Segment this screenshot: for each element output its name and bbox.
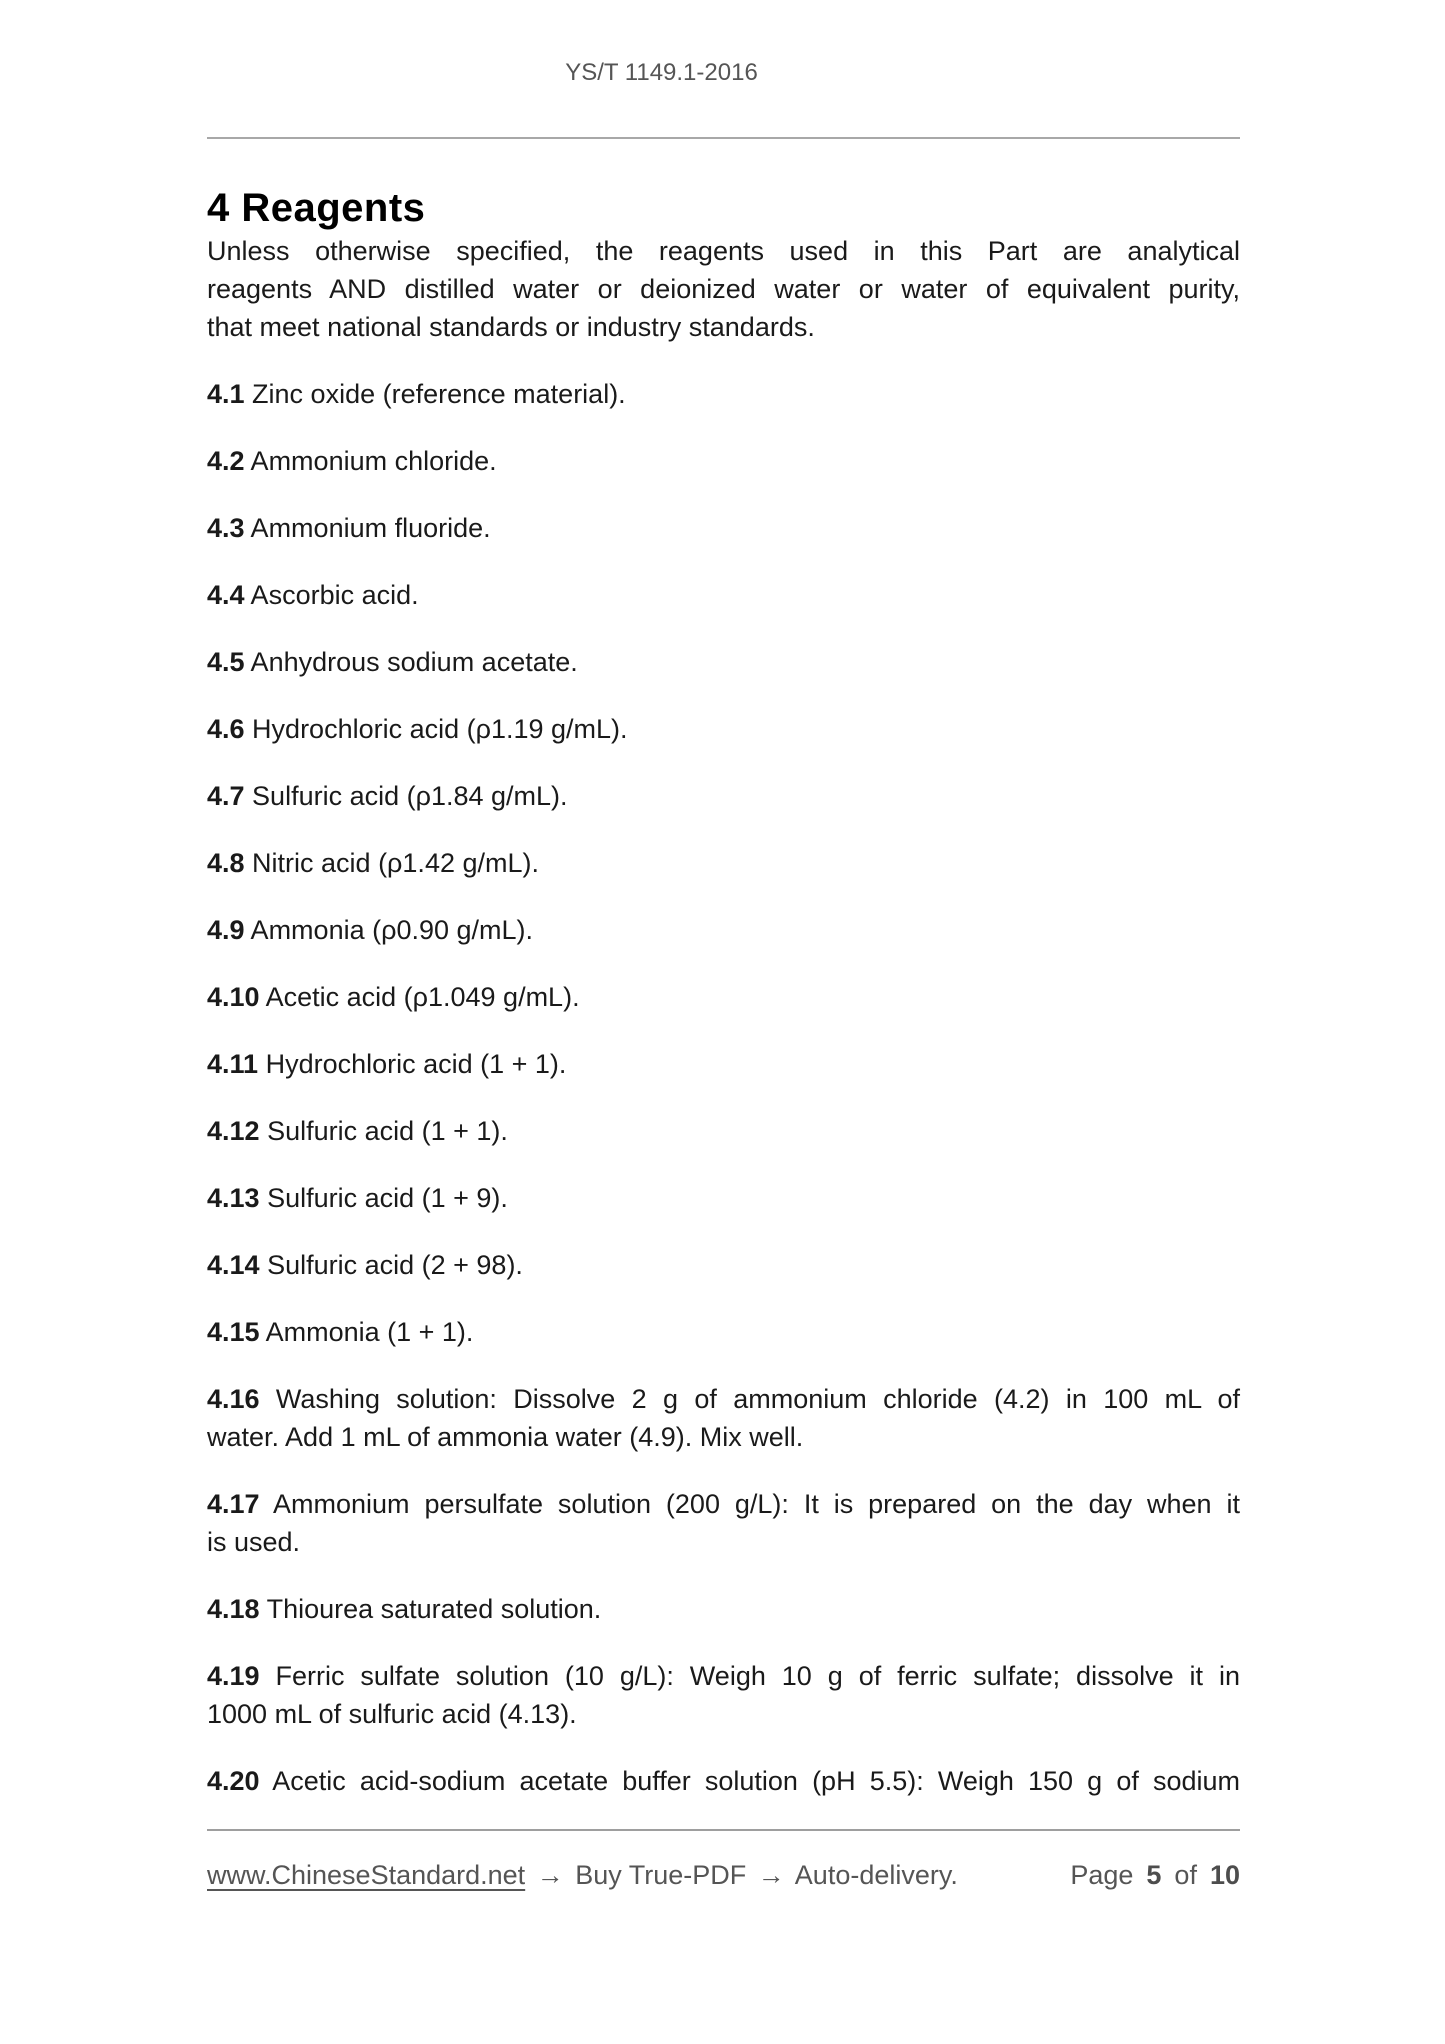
page-number-total: 10: [1209, 1860, 1240, 1890]
reagent-item: [207, 710, 1240, 748]
text-line: 4.7 Sulfuric acid (ρ1.84 g/mL).: [207, 781, 568, 811]
text-line: 4.14 Sulfuric acid (2 + 98).: [207, 1250, 523, 1280]
footer-divider: [207, 1829, 1240, 1831]
text-line: 4.10 Acetic acid (ρ1.049 g/mL).: [207, 982, 580, 1012]
text-line: 4.4 Ascorbic acid.: [207, 580, 419, 610]
reagent-item: [207, 1380, 1240, 1456]
item-number: 4.17: [207, 1489, 260, 1519]
reagent-item: [207, 643, 1240, 681]
text-line: 4.8 Nitric acid (ρ1.42 g/mL).: [207, 848, 539, 878]
text-line: 4.1 Zinc oxide (reference material).: [207, 379, 626, 409]
text-line: 4.5 Anhydrous sodium acetate.: [207, 647, 578, 677]
page-number-current: 5: [1146, 1860, 1162, 1890]
reagent-item: [207, 1313, 1240, 1351]
reagent-item: [207, 1762, 1240, 1800]
reagent-item: [207, 1179, 1240, 1217]
text-line: 4.20 Acetic acid-sodium acetate buffer solution (pH 5.5): Weigh 150 g of sodium: [207, 1766, 1240, 1796]
text-line: 4.13 Sulfuric acid (1 + 9).: [207, 1183, 508, 1213]
text-line: 1000 mL of sulfuric acid (4.13).: [207, 1699, 577, 1729]
text-line: 4.16 Washing solution: Dissolve 2 g of ammonium chloride (4.2) in 100 mL of: [207, 1384, 1240, 1414]
doc-number: YS/T 1149.1-2016: [565, 59, 758, 86]
text-line: water. Add 1 mL of ammonia water (4.9). Mix well.: [207, 1422, 804, 1452]
footer-buy-text: Buy True-PDF: [575, 1860, 747, 1890]
text-line: 4.11 Hydrochloric acid (1 + 1).: [207, 1049, 567, 1079]
item-number: 4.11: [207, 1049, 259, 1079]
item-number: 4.16: [207, 1384, 260, 1414]
text-line: 4.2 Ammonium chloride.: [207, 446, 497, 476]
item-number: 4.3: [207, 513, 245, 543]
item-number: 4.15: [207, 1317, 260, 1347]
item-number: 4.6: [207, 714, 245, 744]
header-divider: [207, 137, 1240, 139]
text-line: 4.6 Hydrochloric acid (ρ1.19 g/mL).: [207, 714, 628, 744]
reagent-item: [207, 509, 1240, 547]
item-number: 4.12: [207, 1116, 260, 1146]
item-number: 4.18: [207, 1594, 260, 1624]
reagent-item: [207, 844, 1240, 882]
item-number: 4.2: [207, 446, 245, 476]
arrow-right-icon: →: [536, 1860, 564, 1890]
text-line: 4.17 Ammonium persulfate solution (200 g/L): It is prepared on the day when it: [207, 1489, 1240, 1519]
text-line: reagents AND distilled water or deionized water or water of equivalent purity,: [207, 274, 1240, 304]
text-line: 4.18 Thiourea saturated solution.: [207, 1594, 602, 1624]
reagent-item: [207, 911, 1240, 949]
reagent-item: [207, 375, 1240, 413]
text-line: 4.19 Ferric sulfate solution (10 g/L): Weigh 10 g of ferric sulfate; dissolve it in: [207, 1661, 1240, 1691]
text-line: 4.15 Ammonia (1 + 1).: [207, 1317, 474, 1347]
footer-left: [207, 1858, 958, 1892]
website-link[interactable]: www.ChineseStandard.net: [207, 1860, 526, 1890]
reagent-list: [207, 375, 1240, 1800]
page-word: Page: [1070, 1860, 1134, 1890]
reagent-item: [207, 1590, 1240, 1628]
document-header: [145, 58, 1178, 88]
item-number: 4.19: [207, 1661, 260, 1691]
reagent-item: [207, 1112, 1240, 1150]
section-title: 4 Reagents: [207, 186, 426, 230]
reagent-item: [207, 442, 1240, 480]
text-line: 4.3 Ammonium fluoride.: [207, 513, 491, 543]
item-number: 4.7: [207, 781, 245, 811]
text-line: 4.12 Sulfuric acid (1 + 1).: [207, 1116, 508, 1146]
item-number: 4.13: [207, 1183, 260, 1213]
intro-paragraph: [207, 232, 1240, 346]
text-line: is used.: [207, 1527, 301, 1557]
reagent-item: [207, 1246, 1240, 1284]
reagent-item: [207, 1657, 1240, 1733]
text-line: that meet national standards or industry standards.: [207, 312, 815, 342]
reagent-item: [207, 576, 1240, 614]
text-line: Unless otherwise specified, the reagents used in this Part are analytical: [207, 236, 1240, 266]
text-line: 4.9 Ammonia (ρ0.90 g/mL).: [207, 915, 534, 945]
item-number: 4.9: [207, 915, 245, 945]
reagent-item: [207, 978, 1240, 1016]
item-number: 4.1: [207, 379, 245, 409]
document-footer: [207, 1858, 1240, 1892]
reagent-item: [207, 1485, 1240, 1561]
item-number: 4.20: [207, 1766, 260, 1796]
reagent-item: [207, 777, 1240, 815]
item-number: 4.4: [207, 580, 245, 610]
item-number: 4.14: [207, 1250, 260, 1280]
item-number: 4.10: [207, 982, 260, 1012]
item-number: 4.8: [207, 848, 245, 878]
footer-delivery-text: Auto-delivery.: [794, 1860, 958, 1890]
of-word: of: [1174, 1860, 1197, 1890]
item-number: 4.5: [207, 647, 245, 677]
page-indicator: [1070, 1858, 1240, 1892]
arrow-right-icon: →: [757, 1860, 785, 1890]
reagent-item: [207, 1045, 1240, 1083]
